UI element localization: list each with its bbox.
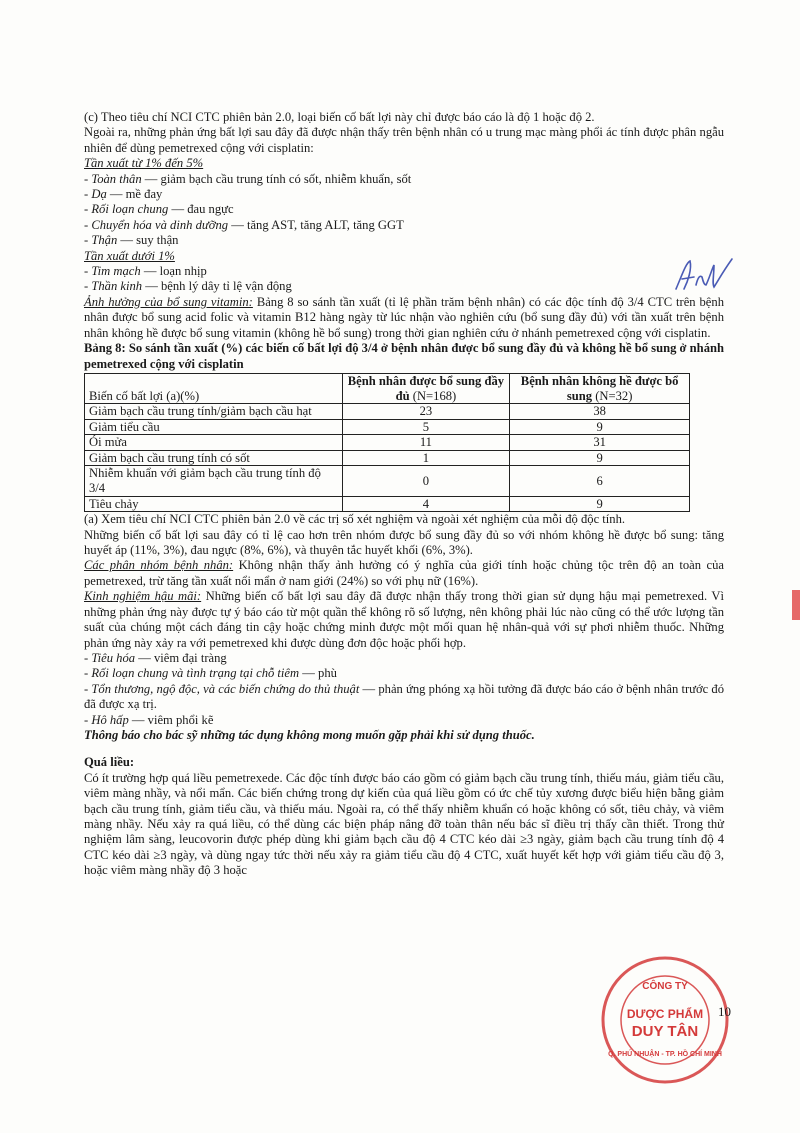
intro-paragraph: Ngoài ra, những phản ứng bất lợi sau đây đã được nhận thấy trên bệnh nhân có u trung mạc màng phổi ác tính được phân ngẫu nhiên để dùng pemetrexed cộng với cisplatin: <box>84 125 724 155</box>
table-cell: 23 <box>342 404 510 420</box>
table-cell: 6 <box>510 466 690 496</box>
postmarket-paragraph: Kinh nghiệm hậu mãi: Những biến cố bất lợi sau đây đã được nhận thấy trong thời gian sử dụng hậu mại pemetrexed. Vì những phản ứng này được tự ý báo cáo từ một quần thể không rõ số lượng, nên không phải lúc nào cũng có thể ước lượng tần suất của chúng một cách đáng tin cậy hoặc chứng minh được một mối quan hệ nhân-quả với sự phơi nhiễm thuốc. Những phản ứng này xảy ra với pemetrexed khi được dùng đơn độc hoặc phối hợp. <box>84 589 724 650</box>
table-row <box>85 496 690 512</box>
list-item: - Toàn thân — giảm bạch cầu trung tính có sốt, nhiễm khuẩn, sốt <box>84 171 412 186</box>
table-cell: Giảm bạch cầu trung tính/giảm bạch cầu hạt <box>85 404 343 420</box>
table-caption: Bảng 8: So sánh tần xuất (%) các biến cố bất lợi độ 3/4 ở bệnh nhân được bổ sung đầy đủ và không hề bổ sung ở nhánh pemetrexed cộng với cisplatin <box>84 341 724 371</box>
table-cell: 4 <box>342 496 510 512</box>
signature-icon <box>672 255 738 295</box>
table-cell: 5 <box>342 419 510 435</box>
adverse-events-table <box>84 373 690 512</box>
table-header-row <box>85 373 690 403</box>
page-number: 10 <box>718 1004 731 1019</box>
subgroup-paragraph: Các phân nhóm bệnh nhân: Không nhận thấy ảnh hưởng có ý nghĩa của giới tính hoặc chủng tộc trên độ an toàn của pemetrexed, trừ tăng tần xuất nổi mẩn ở nam giới (24%) so với phụ nữ (16%). <box>84 558 724 588</box>
table-cell: 11 <box>342 435 510 451</box>
table-header: Bệnh nhân được bổ sung đầy đủ (N=168) <box>342 373 510 403</box>
signature <box>672 255 738 300</box>
table-cell: 1 <box>342 450 510 466</box>
list-item: - Rối loạn chung và tình trạng tại chỗ tiêm — phù <box>84 666 337 681</box>
after-table-paragraph: Những biến cố bất lợi sau đây có tỉ lệ cao hơn trên nhóm được bổ sung đầy đủ so với nhóm không hề được bổ sung: tăng huyết áp (11%, 3%), đau ngực (8%, 6%), và thuyên tắc huyết khối (6%, 3%). <box>84 527 724 558</box>
table-cell: 9 <box>510 450 690 466</box>
table-note: (a) Xem tiêu chí NCI CTC phiên bản 2.0 về các trị số xét nghiệm và ngoài xét nghiệm của mỗi độ độc tính. <box>84 512 626 527</box>
table-cell: Giảm bạch cầu trung tính có sốt <box>85 450 343 466</box>
table-row <box>85 419 690 435</box>
table-header: Bệnh nhân không hề được bổ sung (N=32) <box>510 373 690 403</box>
list-item: - Thận — suy thận <box>84 233 179 248</box>
table-cell: 9 <box>510 419 690 435</box>
freq2-heading: Tần xuất dưới 1% <box>84 248 175 263</box>
vitamin-paragraph: Ảnh hưởng của bổ sung vitamin: Bảng 8 so sánh tần xuất (tỉ lệ phần trăm bệnh nhân) có các độc tính độ 3/4 CTC trên bệnh nhân được bổ sung acid folic và vitamin B12 hàng ngày từ lúc nhận vào nghiên cứu (bổ sung đầy đủ) với tần xuất trên bệnh nhân không hề được bổ sung vitamin (không hề bổ sung) trong thời gian nghiên cứu ở nhánh pemetrexed cộng với cisplatin. <box>84 294 724 340</box>
notice: Thông báo cho bác sỹ những tác dụng không mong muốn gặp phải khi sử dụng thuốc. <box>84 727 535 742</box>
table-row <box>85 466 690 496</box>
stamp-line2: DUY TÂN <box>631 1023 699 1040</box>
list-item: - Thần kinh — bệnh lý dây tỉ lệ vận động <box>84 279 292 294</box>
table-cell: Ói mửa <box>85 435 343 451</box>
table-cell: Tiêu chảy <box>85 496 343 512</box>
table-cell: 38 <box>510 404 690 420</box>
list-item: - Tiêu hóa — viêm đại tràng <box>84 650 227 665</box>
table-header: Biến cố bất lợi (a)(%) <box>85 373 343 403</box>
table-cell: Nhiễm khuẩn với giảm bạch cầu trung tính độ 3/4 <box>85 466 343 496</box>
overdose-heading: Quá liều: <box>84 755 135 770</box>
document-body <box>84 110 724 879</box>
table-row <box>85 450 690 466</box>
list-item: - Tổn thương, ngộ độc, và các biến chứng do thủ thuật — phản ứng phóng xạ hồi tưởng đã được báo cáo ở bệnh nhân trước đó đã được xạ trị. <box>84 681 725 712</box>
intro-note-c: (c) Theo tiêu chí NCI CTC phiên bản 2.0, loại biến cố bất lợi này chỉ được báo cáo là độ 1 hoặc độ 2. <box>84 110 595 124</box>
company-stamp <box>600 955 730 1085</box>
list-item: - Tim mạch — loạn nhịp <box>84 264 207 279</box>
list-item: - Chuyển hóa và dinh dưỡng — tăng AST, tăng ALT, tăng GGT <box>84 217 404 232</box>
table-cell: 31 <box>510 435 690 451</box>
table-row <box>85 435 690 451</box>
stamp-line1: DƯỢC PHẨM <box>626 1007 704 1021</box>
stamp-top-text: CÔNG TY <box>642 981 688 992</box>
edge-mark <box>792 590 800 620</box>
overdose-paragraph: Có ít trường hợp quá liều pemetrexede. Các độc tính được báo cáo gồm có giảm bạch cầu trung tính, thiếu máu, giảm tiểu cầu, viêm màng nhầy, và nổi mẩn. Các biến chứng trong dự kiến của quá liều gồm có ức chế tủy xương được biểu hiện bằng giảm bạch cầu trung tính, giảm tiểu cầu, và thiếu máu. Ngoài ra, có thể thấy nhiễm khuẩn có hoặc không có sốt, tiêu chảy, và viêm màng nhầy. Nếu xảy ra quá liều, có thể dùng các biện pháp nâng đỡ toàn thân nếu bác sĩ điều trị thấy cần thiết. Trong thử nghiệm lâm sàng, leucovorin được phép dùng khi giảm bạch cầu độ 4 CTC kéo dài ≥3 ngày, giảm bạch cầu trung tính độ 4 CTC kéo dài ≥3 ngày, và dùng ngay tức thời nếu xảy ra giảm tiểu cầu độ 4 CTC, xuất huyết kết hợp với giảm tiểu cầu độ 3, hoặc viêm màng nhầy độ 3 hoặc <box>84 770 724 878</box>
table-cell: 9 <box>510 496 690 512</box>
list-item: - Dạ — mề đay <box>84 187 163 202</box>
table-cell: Giảm tiểu cầu <box>85 419 343 435</box>
stamp-bottom-text: Q. PHÚ NHUẬN - TP. HỒ CHÍ MINH <box>608 1051 722 1058</box>
table-row <box>85 404 690 420</box>
table-cell: 0 <box>342 466 510 496</box>
freq1-heading: Tần xuất từ 1% đến 5% <box>84 156 204 171</box>
list-item: - Rối loạn chung — đau ngực <box>84 202 234 217</box>
list-item: - Hô hấp — viêm phổi kẽ <box>84 712 214 727</box>
